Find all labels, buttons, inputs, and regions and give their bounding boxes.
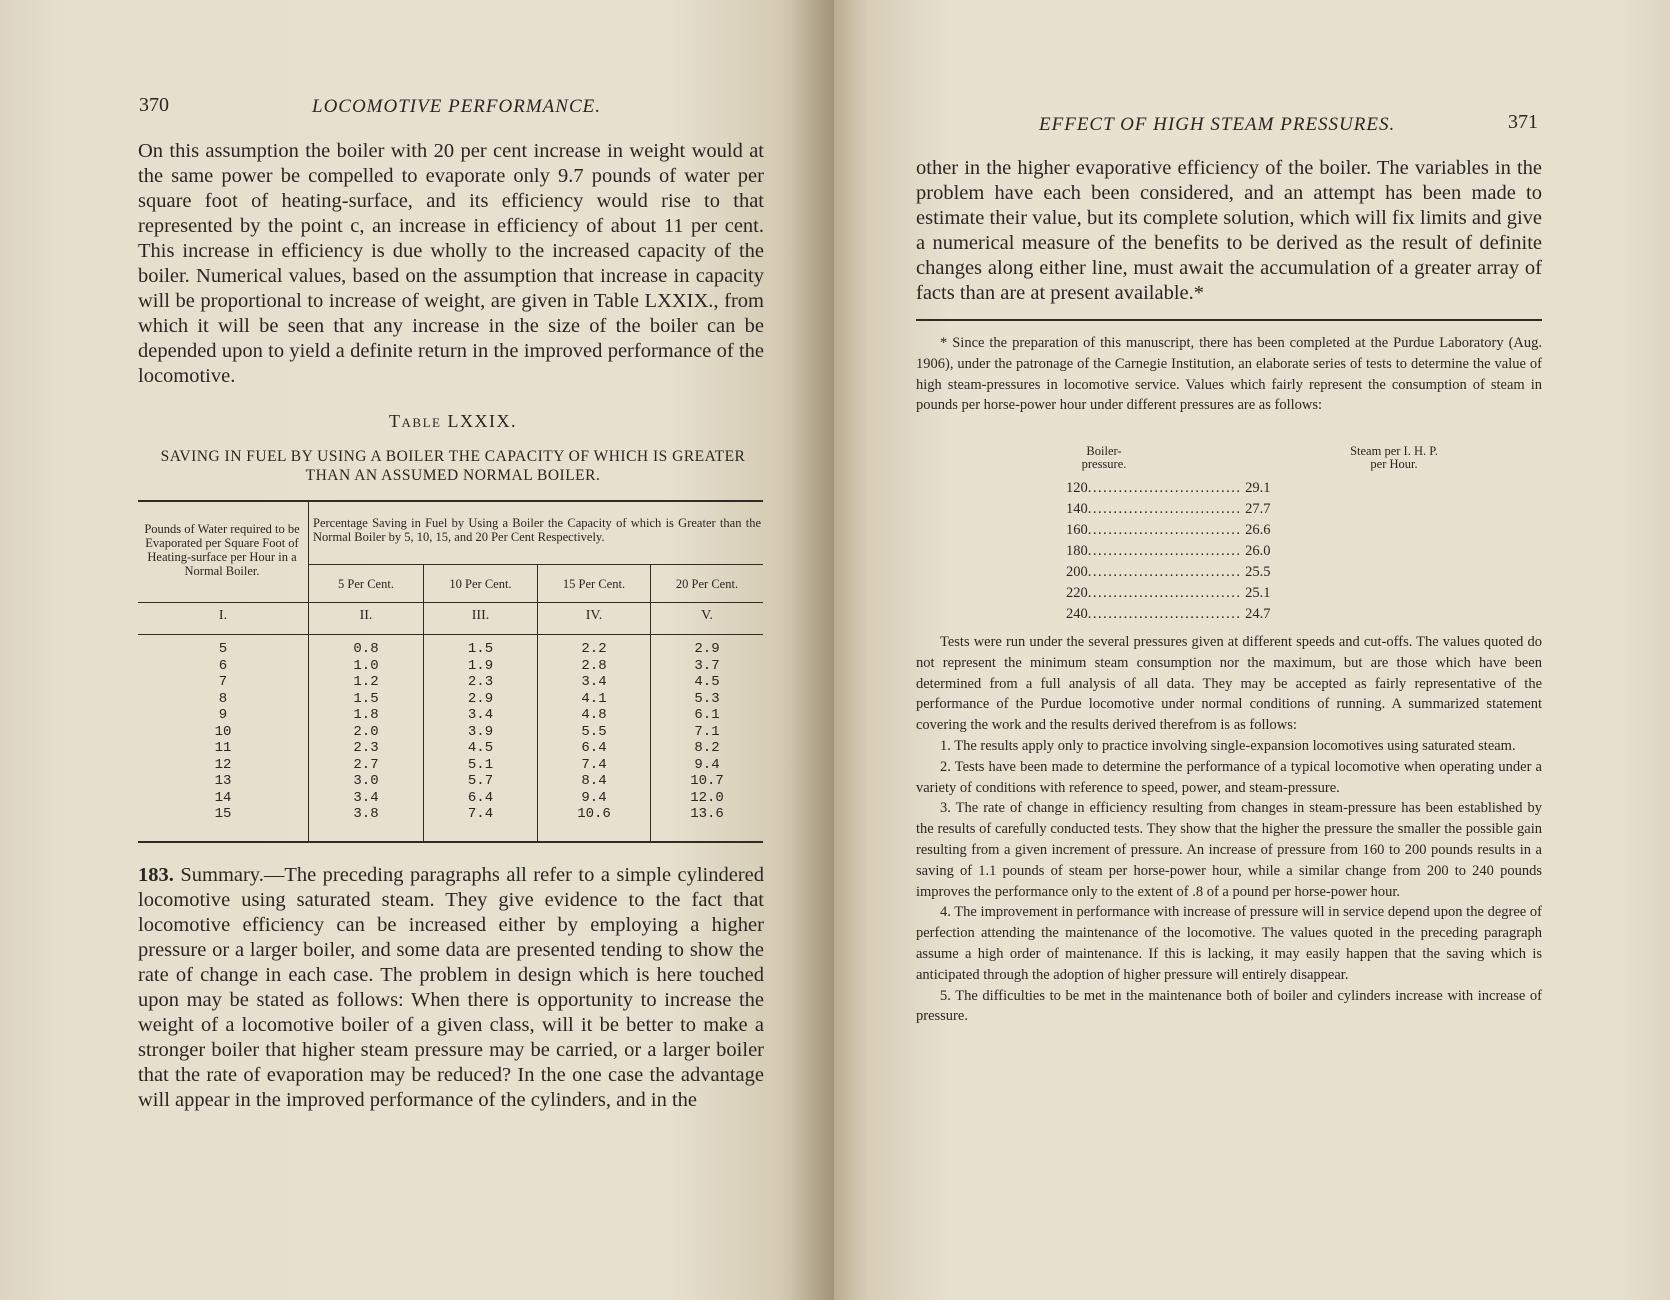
row-header: Pounds of Water required to be Evaporated per Square Foot of Heating-surface per Hour in a Normal Boiler.: [144, 522, 300, 578]
steam-value: 26.0: [1241, 543, 1271, 559]
sub-header: 20 Per Cent.: [675, 577, 739, 591]
footnote-rule: [916, 319, 1542, 321]
roman-numeral: IV.: [585, 608, 603, 623]
table-bottom-rule: [138, 841, 763, 843]
pressure-value: 200: [1066, 564, 1088, 580]
dot-leader: ..............................: [1087, 564, 1242, 580]
roman-numeral: I.: [218, 608, 228, 623]
right-page: [834, 0, 1670, 1300]
running-head: LOCOMOTIVE PERFORMANCE.: [312, 96, 601, 117]
steam-value: 27.7: [1241, 501, 1271, 517]
paragraph-text: other in the higher evaporative efficiency of the boiler. The variables in the problem have each been considered, and an attempt has been made to estimate their value, but its complete solution, which will fix limits and give a numerical measure of the benefits to be derived as the result of definite changes along either line, must await the accumulation of a greater array of facts than are at present available.*: [916, 157, 1542, 304]
left-page: [0, 0, 834, 1300]
column-values-2: 0.8 1.0 1.2 1.5 1.8 2.0 2.3 2.7 3.0 3.4 3.8: [353, 641, 379, 822]
dot-leader: ..............................: [1087, 501, 1242, 517]
steam-header: Steam per I. H. P. per Hour.: [1350, 444, 1438, 471]
pressure-row: [1066, 585, 1271, 602]
dot-leader: ..............................: [1087, 480, 1242, 496]
dot-leader: ..............................: [1087, 543, 1242, 559]
roman-numeral: II.: [359, 608, 373, 623]
table-header-rule: [138, 602, 763, 603]
summary-section: [138, 863, 764, 1113]
table-numeral-rule: [138, 634, 763, 635]
pressure-value: 240: [1066, 606, 1088, 622]
pressure-row: [1066, 543, 1271, 560]
dot-leader: ..............................: [1087, 522, 1242, 538]
summary-text: —The preceding paragraphs all refer to a simple cylindered locomotive using saturated steam. They give evidence to the fact that locomotive efficiency can be increased either by employing a higher pressure or a larger boiler, and some data are presented tending to show the rate of change in each case. The problem in design which is here touched upon may be stated as follows: When there is opportunity to increase the weight of a locomotive boiler of a given class, will it be better to make a stronger boiler that higher steam pressure may be carried, or a larger boiler that the rate of evaporation may be reduced? In the one case the advantage will appear in the improved performance of the cylinders, and in the: [138, 864, 765, 1111]
roman-numeral: V.: [701, 608, 713, 623]
dot-leader: ..............................: [1087, 606, 1242, 622]
footnote-text: * Since the preparation of this manuscript, there has been completed at the Purdue Laboratory (Aug. 1906), under the patronage of the Carnegie Institution, an elaborate series of tests to determine the value of high steam-pressures in locomotive service. Values which fairly represent the consumption of steam in pounds per horse-power hour under different pressures are as follows:: [916, 335, 1542, 414]
point-1: 1. The results apply only to practice involving single-expansion locomotives using saturated steam.: [940, 737, 1516, 754]
table-caption: SAVING IN FUEL BY USING A BOILER THE CAPACITY OF WHICH IS GREATER THAN AN ASSUMED NORMAL BOILER.: [160, 448, 746, 484]
dot-leader: ..............................: [1087, 585, 1242, 601]
paragraph: [138, 139, 764, 389]
sub-header: 10 Per Cent.: [449, 577, 512, 591]
pressure-row: [1066, 522, 1271, 539]
pressure-value: 160: [1066, 522, 1088, 538]
page-number: 371: [1508, 111, 1538, 133]
paragraph-text: On this assumption the boiler with 20 per cent increase in weight would at the same power be compelled to evaporate only 9.7 pounds of water per square foot of heating-surface, and its efficiency would rise to that represented by the point c, an increase in efficiency of about 11 per cent. This increase in efficiency is due wholly to the increased capacity of the boiler. Numerical values, based on the assumption that increase in capacity will be proportional to increase of weight, are given in Table LXXIX., from which it will be seen that any increase in the size of the boiler can be depended upon to yield a definite return in the improved performance of the locomotive.: [138, 140, 764, 387]
steam-value: 25.5: [1241, 564, 1271, 580]
page-number: 370: [139, 94, 169, 116]
column-values-5: 2.9 3.7 4.5 5.3 6.1 7.1 8.2 9.4 10.7 12.0 13.6: [690, 641, 724, 822]
steam-value: 25.1: [1241, 585, 1271, 601]
pressure-value: 180: [1066, 543, 1088, 559]
steam-value: 24.7: [1241, 606, 1271, 622]
footnote-body: [916, 632, 1542, 1027]
column-values-3: 1.5 1.9 2.3 2.9 3.4 3.9 4.5 5.1 5.7 6.4 7.4: [467, 641, 494, 822]
pressure-row: [1066, 564, 1271, 581]
point-5: 5. The difficulties to be met in the maintenance both of boiler and cylinders increase with increase of pressure.: [916, 987, 1542, 1025]
steam-value: 26.6: [1241, 522, 1271, 538]
table-sub-rule: [309, 564, 763, 565]
pressure-row: [1066, 501, 1271, 518]
paragraph: [916, 156, 1542, 306]
pressure-value: 220: [1066, 585, 1088, 601]
pressure-row: [1066, 606, 1271, 623]
steam-value: 29.1: [1241, 480, 1271, 496]
section-title: Summary.: [180, 864, 264, 886]
sub-header: 15 Per Cent.: [562, 577, 626, 591]
column-values-4: 2.2 2.8 3.4 4.1 4.8 5.5 6.4 7.4 8.4 9.4 10.6: [577, 641, 611, 822]
footnote-text: Tests were run under the several pressures given at different speeds and cut-offs. The values quoted do not represent the minimum steam consumption nor the maximum, but are those which have been determined from a full analysis of all data. They may be accepted as fairly representative of the performance of the Purdue locomotive under normal conditions of running. A summarized statement covering the work and the results derived therefrom is as follows:: [916, 634, 1542, 734]
point-4: 4. The improvement in performance with increase of pressure will in service depend upon the degree of perfection attending the maintenance of the locomotive. The values quoted in the preceding paragraph assume a high order of maintenance. If this is lacking, it may easily happen that the saving which is anticipated through the adoption of higher pressure will entirely disappear.: [916, 904, 1542, 983]
column-values-1: 5 6 7 8 9 10 11 12 13 14 15: [214, 641, 232, 822]
gutter-shadow: [790, 0, 834, 1300]
pressure-row: [1066, 480, 1271, 497]
point-2: 2. Tests have been made to determine the performance of a typical locomotive when operating under a variety of conditions with reference to speed, power, and steam-pressure.: [916, 758, 1542, 796]
running-head: EFFECT OF HIGH STEAM PRESSURES.: [1039, 114, 1396, 135]
table-top-rule: [138, 500, 763, 502]
pressure-header: Boiler- pressure.: [1081, 444, 1127, 471]
pressure-value: 120: [1066, 480, 1088, 496]
pressure-value: 140: [1066, 501, 1088, 517]
point-3: 3. The rate of change in efficiency resulting from changes in steam-pressure has been established by the results of carefully conducted tests. They show that the higher the pressure the smaller the possible gain resulting from a given increment of pressure. An increase of pressure from 160 to 200 pounds results in a saving of 1.1 pounds of steam per horse-power hour, while a similar change from 200 to 240 pounds improves the performance only to the extent of .8 of a pound per horse-power hour.: [916, 800, 1542, 900]
sub-header: 5 Per Cent.: [338, 577, 394, 591]
roman-numeral: III.: [471, 608, 490, 623]
group-header: Percentage Saving in Fuel by Using a Boiler the Capacity of which is Greater than the Normal Boiler by 5, 10, 15, and 20 Per Cent Respectively.: [313, 516, 761, 544]
section-number: 183.: [138, 864, 174, 886]
table-title: Table LXXIX.: [389, 411, 517, 431]
footnote-intro: [916, 333, 1542, 416]
